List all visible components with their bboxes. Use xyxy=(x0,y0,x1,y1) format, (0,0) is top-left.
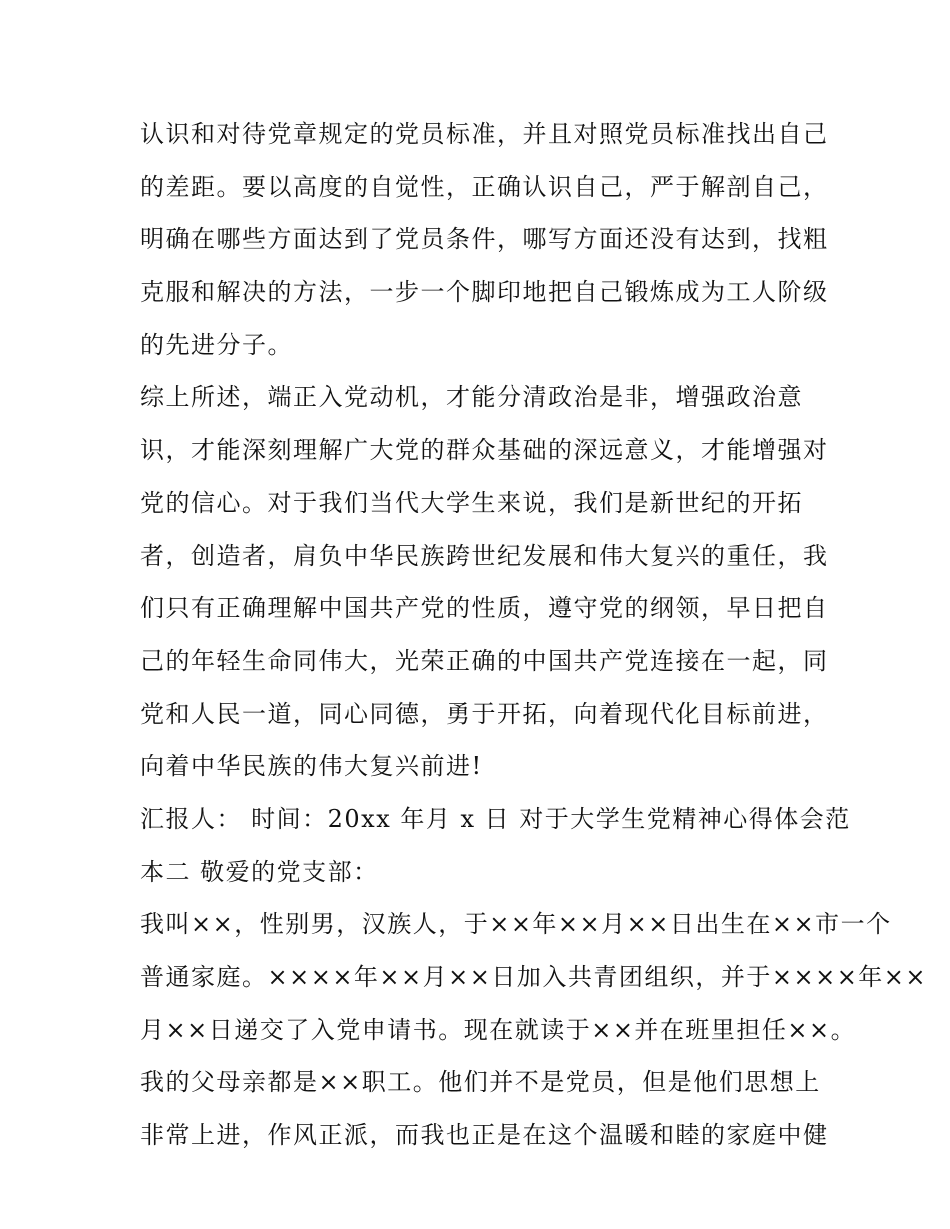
text-line: 普通家庭。××××年××月××日加入共青团组织，并于××××年×× xyxy=(140,963,928,991)
text-line: 我的父母亲都是××职工。他们并不是党员，但是他们思想上 xyxy=(140,1068,821,1097)
text-line: 的差距。要以高度的自觉性，正确认识自己，严于解剖自己， xyxy=(140,172,829,201)
text-line: 们只有正确理解中国共产党的性质，遵守党的纲领，早日把自 xyxy=(140,594,829,623)
text-line: 党和人民一道，同心同德，勇于开拓，向着现代化目标前进， xyxy=(140,699,829,728)
text-line: 我叫××，性别男，汉族人，于××年××月××日出生在××市一个 xyxy=(140,910,892,939)
text-line: 非常上进，作风正派，而我也正是在这个温暖和睦的家庭中健 xyxy=(140,1121,829,1150)
text-line: 汇报人： 时间：20xx 年月 x 日 对于大学生党精神心得体会范 xyxy=(140,804,851,833)
text-line: 党的信心。对于我们当代大学生来说，我们是新世纪的开拓 xyxy=(140,488,803,517)
text-line: 克服和解决的方法，一步一个脚印地把自己锻炼成为工人阶级 xyxy=(140,278,829,307)
text-line: 认识和对待党章规定的党员标准，并且对照党员标准找出自己 xyxy=(140,120,829,148)
text-line: 识，才能深刻理解广大党的群众基础的深远意义，才能增强对 xyxy=(140,436,829,465)
text-line: 明确在哪些方面达到了党员条件，哪写方面还没有达到，找粗 xyxy=(140,225,829,254)
text-line: 者，创造者，肩负中华民族跨世纪发展和伟大复兴的重任，我 xyxy=(140,541,829,570)
text-line: 的先进分子。 xyxy=(140,330,293,359)
text-line: 向着中华民族的伟大复兴前进! xyxy=(140,752,483,781)
text-line: 综上所述，端正入党动机，才能分清政治是非，增强政治意 xyxy=(140,383,803,412)
text-line: 本二 敬爱的党支部： xyxy=(140,857,379,886)
text-line: 月××日递交了入党申请书。现在就读于××并在班里担任××。 xyxy=(140,1015,857,1044)
text-line: 己的年轻生命同伟大，光荣正确的中国共产党连接在一起，同 xyxy=(140,646,829,675)
document-body xyxy=(140,108,928,1162)
